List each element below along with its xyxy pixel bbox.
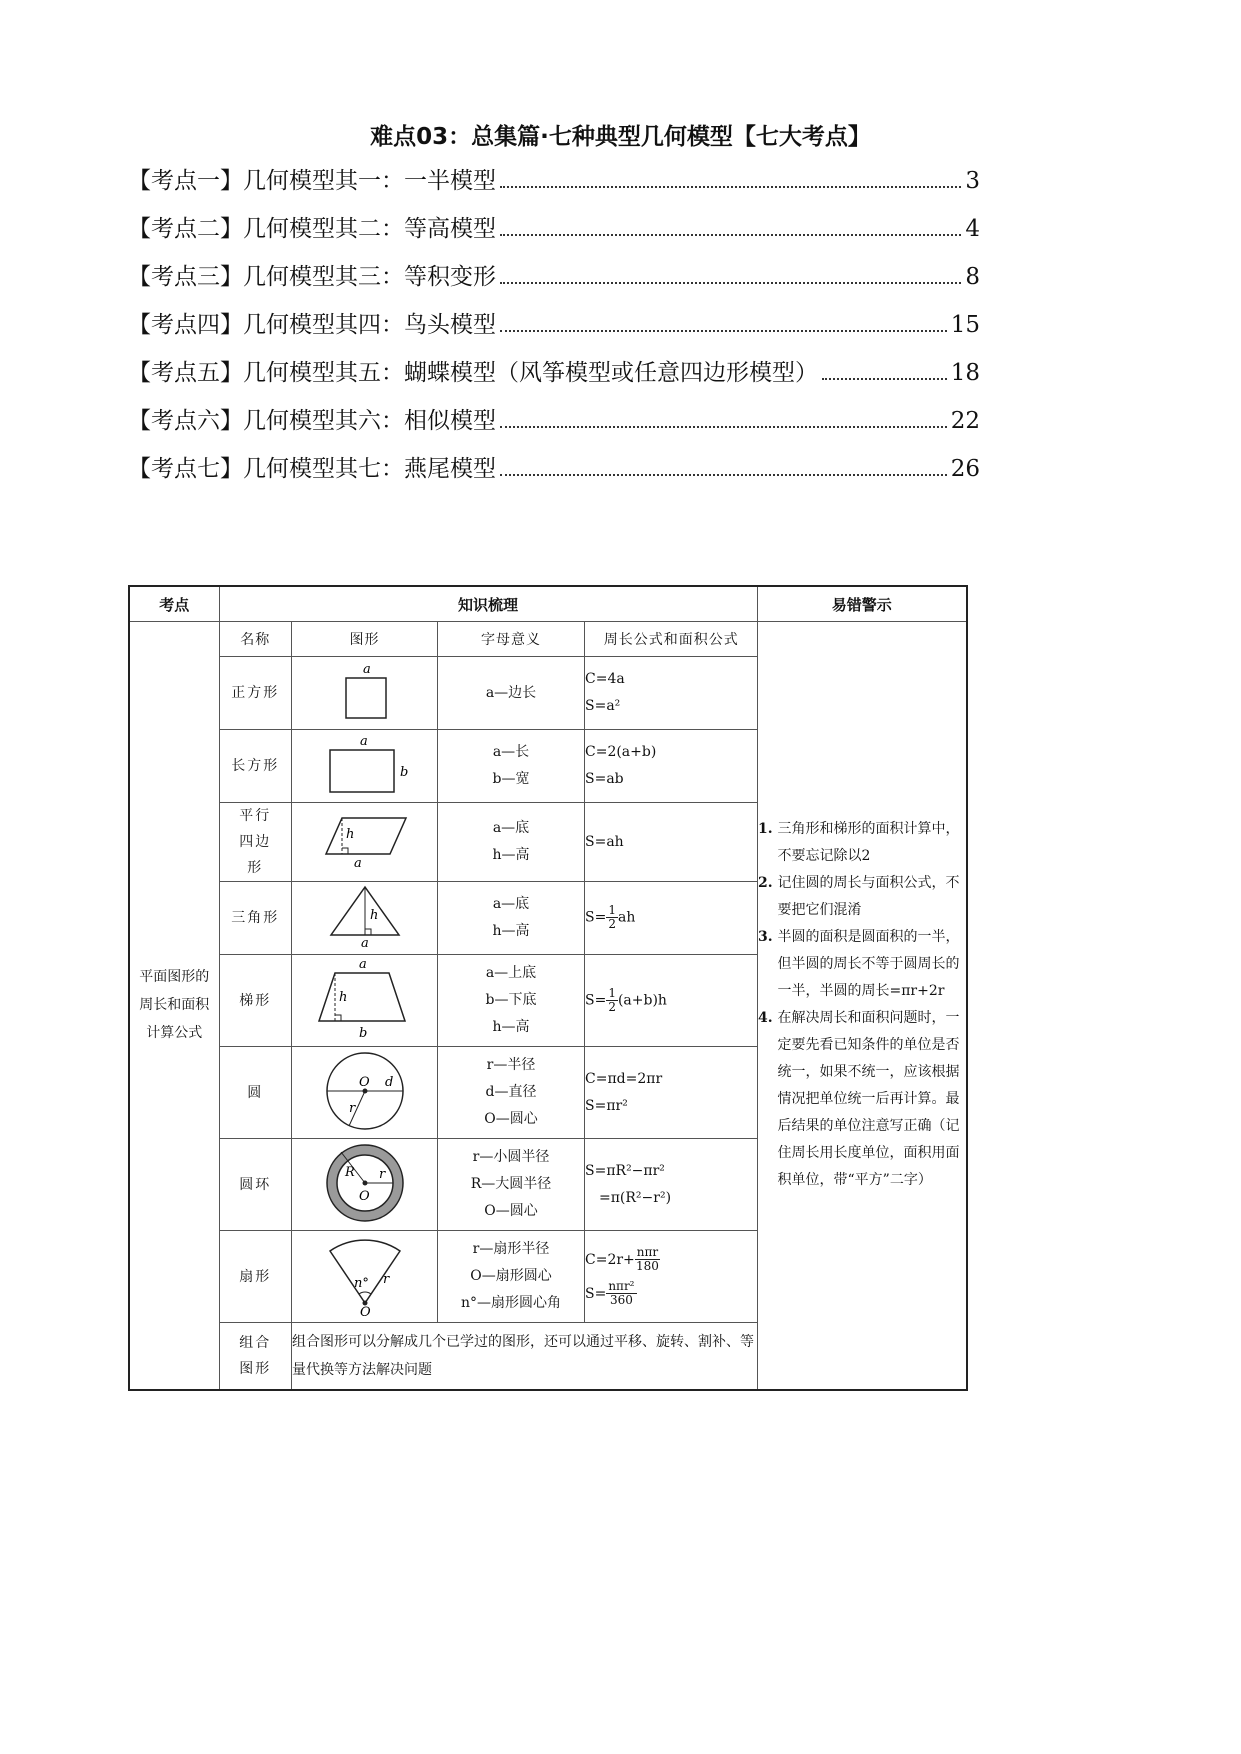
shape-formula <box>585 882 758 955</box>
subheader-name: 名称 <box>220 622 292 657</box>
shape-name <box>220 1323 292 1389</box>
table-row <box>220 1139 758 1231</box>
shape-formula <box>585 657 758 730</box>
shape-name: 梯形 <box>220 955 292 1047</box>
triangle-figure-cell <box>292 882 438 955</box>
meaning-line: b—下底 <box>485 992 537 1008</box>
fraction-numerator: nπr <box>636 1245 659 1259</box>
meaning-line: r—小圆半径 <box>472 1149 550 1165</box>
shape-formula <box>585 1047 758 1139</box>
toc-item[interactable] <box>128 450 980 498</box>
shape-meaning <box>438 955 585 1047</box>
warning-item: 1. 三角形和梯形的面积计算中，不要忘记除以2 <box>778 816 967 870</box>
figure-label-r: r <box>382 1271 389 1287</box>
knowledge-table <box>128 585 968 1391</box>
figure-label-O: O <box>358 1188 370 1204</box>
formula-line: S=πr² <box>585 1097 628 1114</box>
toc-item-page: 4 <box>965 216 980 242</box>
toc-item[interactable] <box>128 354 980 402</box>
toc-item-label: 【考点三】几何模型其三：等积变形 <box>128 264 496 290</box>
formula-prefix: C=2r+ <box>585 1251 635 1268</box>
toc-item-label: 【考点五】几何模型其五：蝴蝶模型（风筝模型或任意四边形模型） <box>128 360 818 386</box>
rectangle-figure <box>310 732 420 796</box>
figure-label-a: a <box>353 856 362 870</box>
toc-item[interactable] <box>128 306 980 354</box>
figure-label-R: R <box>344 1164 355 1180</box>
fraction-denominator: 360 <box>609 1293 633 1307</box>
toc-item-label: 【考点二】几何模型其二：等高模型 <box>128 216 496 242</box>
knowledge-cell <box>219 622 757 1390</box>
circle-figure <box>315 1048 415 1134</box>
shape-name <box>220 803 292 882</box>
formula-line: C=4a <box>585 671 625 687</box>
fraction-numerator: 1 <box>608 903 616 918</box>
formula-prefix: S= <box>585 992 607 1009</box>
formula-line: =π(R²−r²) <box>599 1189 672 1206</box>
figure-label-a: a <box>358 956 367 972</box>
meaning-line: a—上底 <box>485 965 537 981</box>
shape-name-text: 组合图形 <box>239 1334 272 1377</box>
toc-item-label: 【考点一】几何模型其一：一半模型 <box>128 168 496 194</box>
table-row <box>220 1047 758 1139</box>
shape-meaning <box>438 882 585 955</box>
meaning-line: a—底 <box>492 896 530 912</box>
warning-cell <box>757 622 967 1390</box>
trapezoid-figure-cell <box>292 955 438 1047</box>
figure-label-h: h <box>345 827 354 842</box>
toc-item-page: 3 <box>965 168 980 194</box>
warning-list <box>758 816 967 1194</box>
figure-label-a: a <box>359 734 368 749</box>
trapezoid-figure <box>305 957 425 1041</box>
toc-item-page: 8 <box>965 264 980 290</box>
toc-item[interactable] <box>128 402 980 450</box>
warning-item: 3. 半圆的面积是圆面积的一半，但半圆的周长不等于圆周长的一半，半圆的周长=πr+2r <box>778 924 967 1005</box>
fraction <box>606 987 618 1014</box>
meaning-line: n°—扇形圆心角 <box>460 1295 562 1311</box>
fraction <box>635 1246 660 1273</box>
fraction <box>606 1280 636 1307</box>
header-knowledge: 知识梳理 <box>219 586 757 622</box>
square-figure <box>320 660 410 722</box>
figure-label-r: r <box>348 1100 355 1116</box>
figure-label-O: O <box>358 1074 370 1090</box>
circle-figure-cell <box>292 1047 438 1139</box>
shape-formula <box>585 1139 758 1231</box>
shape-name-text: 平行四边形 <box>239 808 272 876</box>
toc-item[interactable] <box>128 162 980 210</box>
shape-name: 正方形 <box>220 657 292 730</box>
parallelogram-figure-cell <box>292 803 438 882</box>
figure-label-b: b <box>358 1025 367 1041</box>
fraction-denominator: 2 <box>608 917 616 932</box>
formula-suffix: ah <box>617 909 636 926</box>
meaning-line: O—圆心 <box>484 1203 538 1219</box>
toc-item-page: 26 <box>950 456 980 482</box>
warning-item: 2. 记住圆的周长与面积公式，不要把它们混淆 <box>778 870 967 924</box>
formula-line: C=πd=2πr <box>585 1070 663 1087</box>
figure-label-h: h <box>369 908 378 923</box>
rectangle-figure-cell <box>292 730 438 803</box>
toc-leader <box>500 186 961 188</box>
shape-name: 圆环 <box>220 1139 292 1231</box>
shape-meaning <box>438 803 585 882</box>
formula-prefix: S= <box>585 1285 607 1302</box>
table-row <box>220 1323 758 1389</box>
formula-line <box>585 1277 758 1311</box>
figure-label-a: a <box>362 662 371 677</box>
fraction-denominator: 180 <box>636 1259 659 1273</box>
toc-leader <box>500 282 961 284</box>
combo-description: 组合图形可以分解成几个已学过的图形，还可以通过平移、旋转、割补、等量代换等方法解决问题 <box>292 1323 758 1389</box>
header-kaodian: 考点 <box>129 586 219 622</box>
formula-line: S=ah <box>585 833 624 850</box>
meaning-line: h—高 <box>492 923 530 939</box>
shape-formula <box>585 955 758 1047</box>
toc-leader <box>500 474 947 476</box>
shape-meaning <box>438 1231 585 1323</box>
warning-item: 4. 在解决周长和面积问题时，一定要先看已知条件的单位是否统一，如果不统一，应该根据情况把单位统一后再计算。最后结果的单位注意写正确（记住周长用长度单位，面积用面积单位，带“平方”二字） <box>778 1005 967 1194</box>
table-row <box>220 1231 758 1323</box>
formula-line: S=a² <box>585 698 621 714</box>
triangle-figure <box>315 883 415 949</box>
figure-label-a: a <box>360 936 369 949</box>
shape-formula <box>585 730 758 803</box>
page-title: 难点03：总集篇·七种典型几何模型【七大考点】 <box>370 124 871 150</box>
table-row <box>220 657 758 730</box>
formula-prefix: S= <box>585 909 607 926</box>
fraction <box>606 904 618 931</box>
meaning-line: h—高 <box>492 847 530 863</box>
ring-figure <box>315 1140 415 1226</box>
meaning-line: a—长 <box>492 744 530 760</box>
meaning-line: O—扇形圆心 <box>470 1268 552 1284</box>
meaning-line: h—高 <box>492 1019 530 1035</box>
toc-leader <box>500 234 961 236</box>
shape-formula <box>585 803 758 882</box>
formula-suffix: (a+b)h <box>617 992 667 1009</box>
fraction-numerator: nπr² <box>608 1279 635 1293</box>
formula-table <box>220 622 758 1389</box>
shape-name: 扇形 <box>220 1231 292 1323</box>
toc-item-label: 【考点四】几何模型其四：鸟头模型 <box>128 312 496 338</box>
sector-figure <box>310 1233 420 1317</box>
subheader-meaning: 字母意义 <box>438 622 585 657</box>
toc-item-page: 15 <box>950 312 980 338</box>
header-warning: 易错警示 <box>757 586 967 622</box>
meaning-line: a—边长 <box>485 684 537 701</box>
meaning-line: R—大圆半径 <box>470 1176 552 1192</box>
fraction-numerator: 1 <box>608 985 616 1000</box>
toc-leader <box>500 330 947 332</box>
subheader-figure: 图形 <box>292 622 438 657</box>
formula-line: S=πR²−πr² <box>585 1162 665 1179</box>
figure-label-r: r <box>378 1166 385 1182</box>
meaning-line: a—底 <box>492 820 530 836</box>
toc-item-label: 【考点七】几何模型其七：燕尾模型 <box>128 456 496 482</box>
shape-meaning <box>438 1047 585 1139</box>
toc-item-page: 18 <box>950 360 980 386</box>
shape-meaning <box>438 657 585 730</box>
category-cell <box>129 622 219 1390</box>
table-row <box>220 730 758 803</box>
figure-label-b: b <box>399 765 408 780</box>
toc-item[interactable] <box>128 210 980 258</box>
toc-leader <box>822 378 947 380</box>
toc-leader <box>500 426 947 428</box>
shape-name: 长方形 <box>220 730 292 803</box>
figure-label-O: O <box>359 1304 371 1317</box>
toc-item-label: 【考点六】几何模型其六：相似模型 <box>128 408 496 434</box>
shape-formula <box>585 1231 758 1323</box>
shape-meaning <box>438 1139 585 1231</box>
ring-figure-cell <box>292 1139 438 1231</box>
formula-line: S=ab <box>585 771 624 787</box>
meaning-line: d—直径 <box>485 1084 537 1100</box>
formula-line <box>585 1243 758 1277</box>
table-of-contents <box>128 162 980 498</box>
fraction-denominator: 2 <box>608 999 616 1014</box>
toc-item[interactable] <box>128 258 980 306</box>
subheader-formula: 周长公式和面积公式 <box>585 622 758 657</box>
shape-name: 三角形 <box>220 882 292 955</box>
meaning-line: r—扇形半径 <box>472 1241 550 1257</box>
parallelogram-figure <box>310 810 420 870</box>
shape-name: 圆 <box>220 1047 292 1139</box>
toc-item-page: 22 <box>950 408 980 434</box>
figure-label-d: d <box>384 1074 393 1090</box>
table-row <box>220 955 758 1047</box>
figure-label-n: n° <box>353 1275 369 1291</box>
figure-label-h: h <box>338 989 347 1005</box>
meaning-line: b—宽 <box>492 771 530 787</box>
formula-line: C=2(a+b) <box>585 744 657 760</box>
square-figure-cell <box>292 657 438 730</box>
meaning-line: r—半径 <box>486 1057 536 1073</box>
sector-figure-cell <box>292 1231 438 1323</box>
category-label: 平面图形的周长和面积计算公式 <box>139 969 210 1042</box>
meaning-line: O—圆心 <box>484 1111 538 1127</box>
table-row <box>220 803 758 882</box>
shape-meaning <box>438 730 585 803</box>
table-row <box>220 882 758 955</box>
